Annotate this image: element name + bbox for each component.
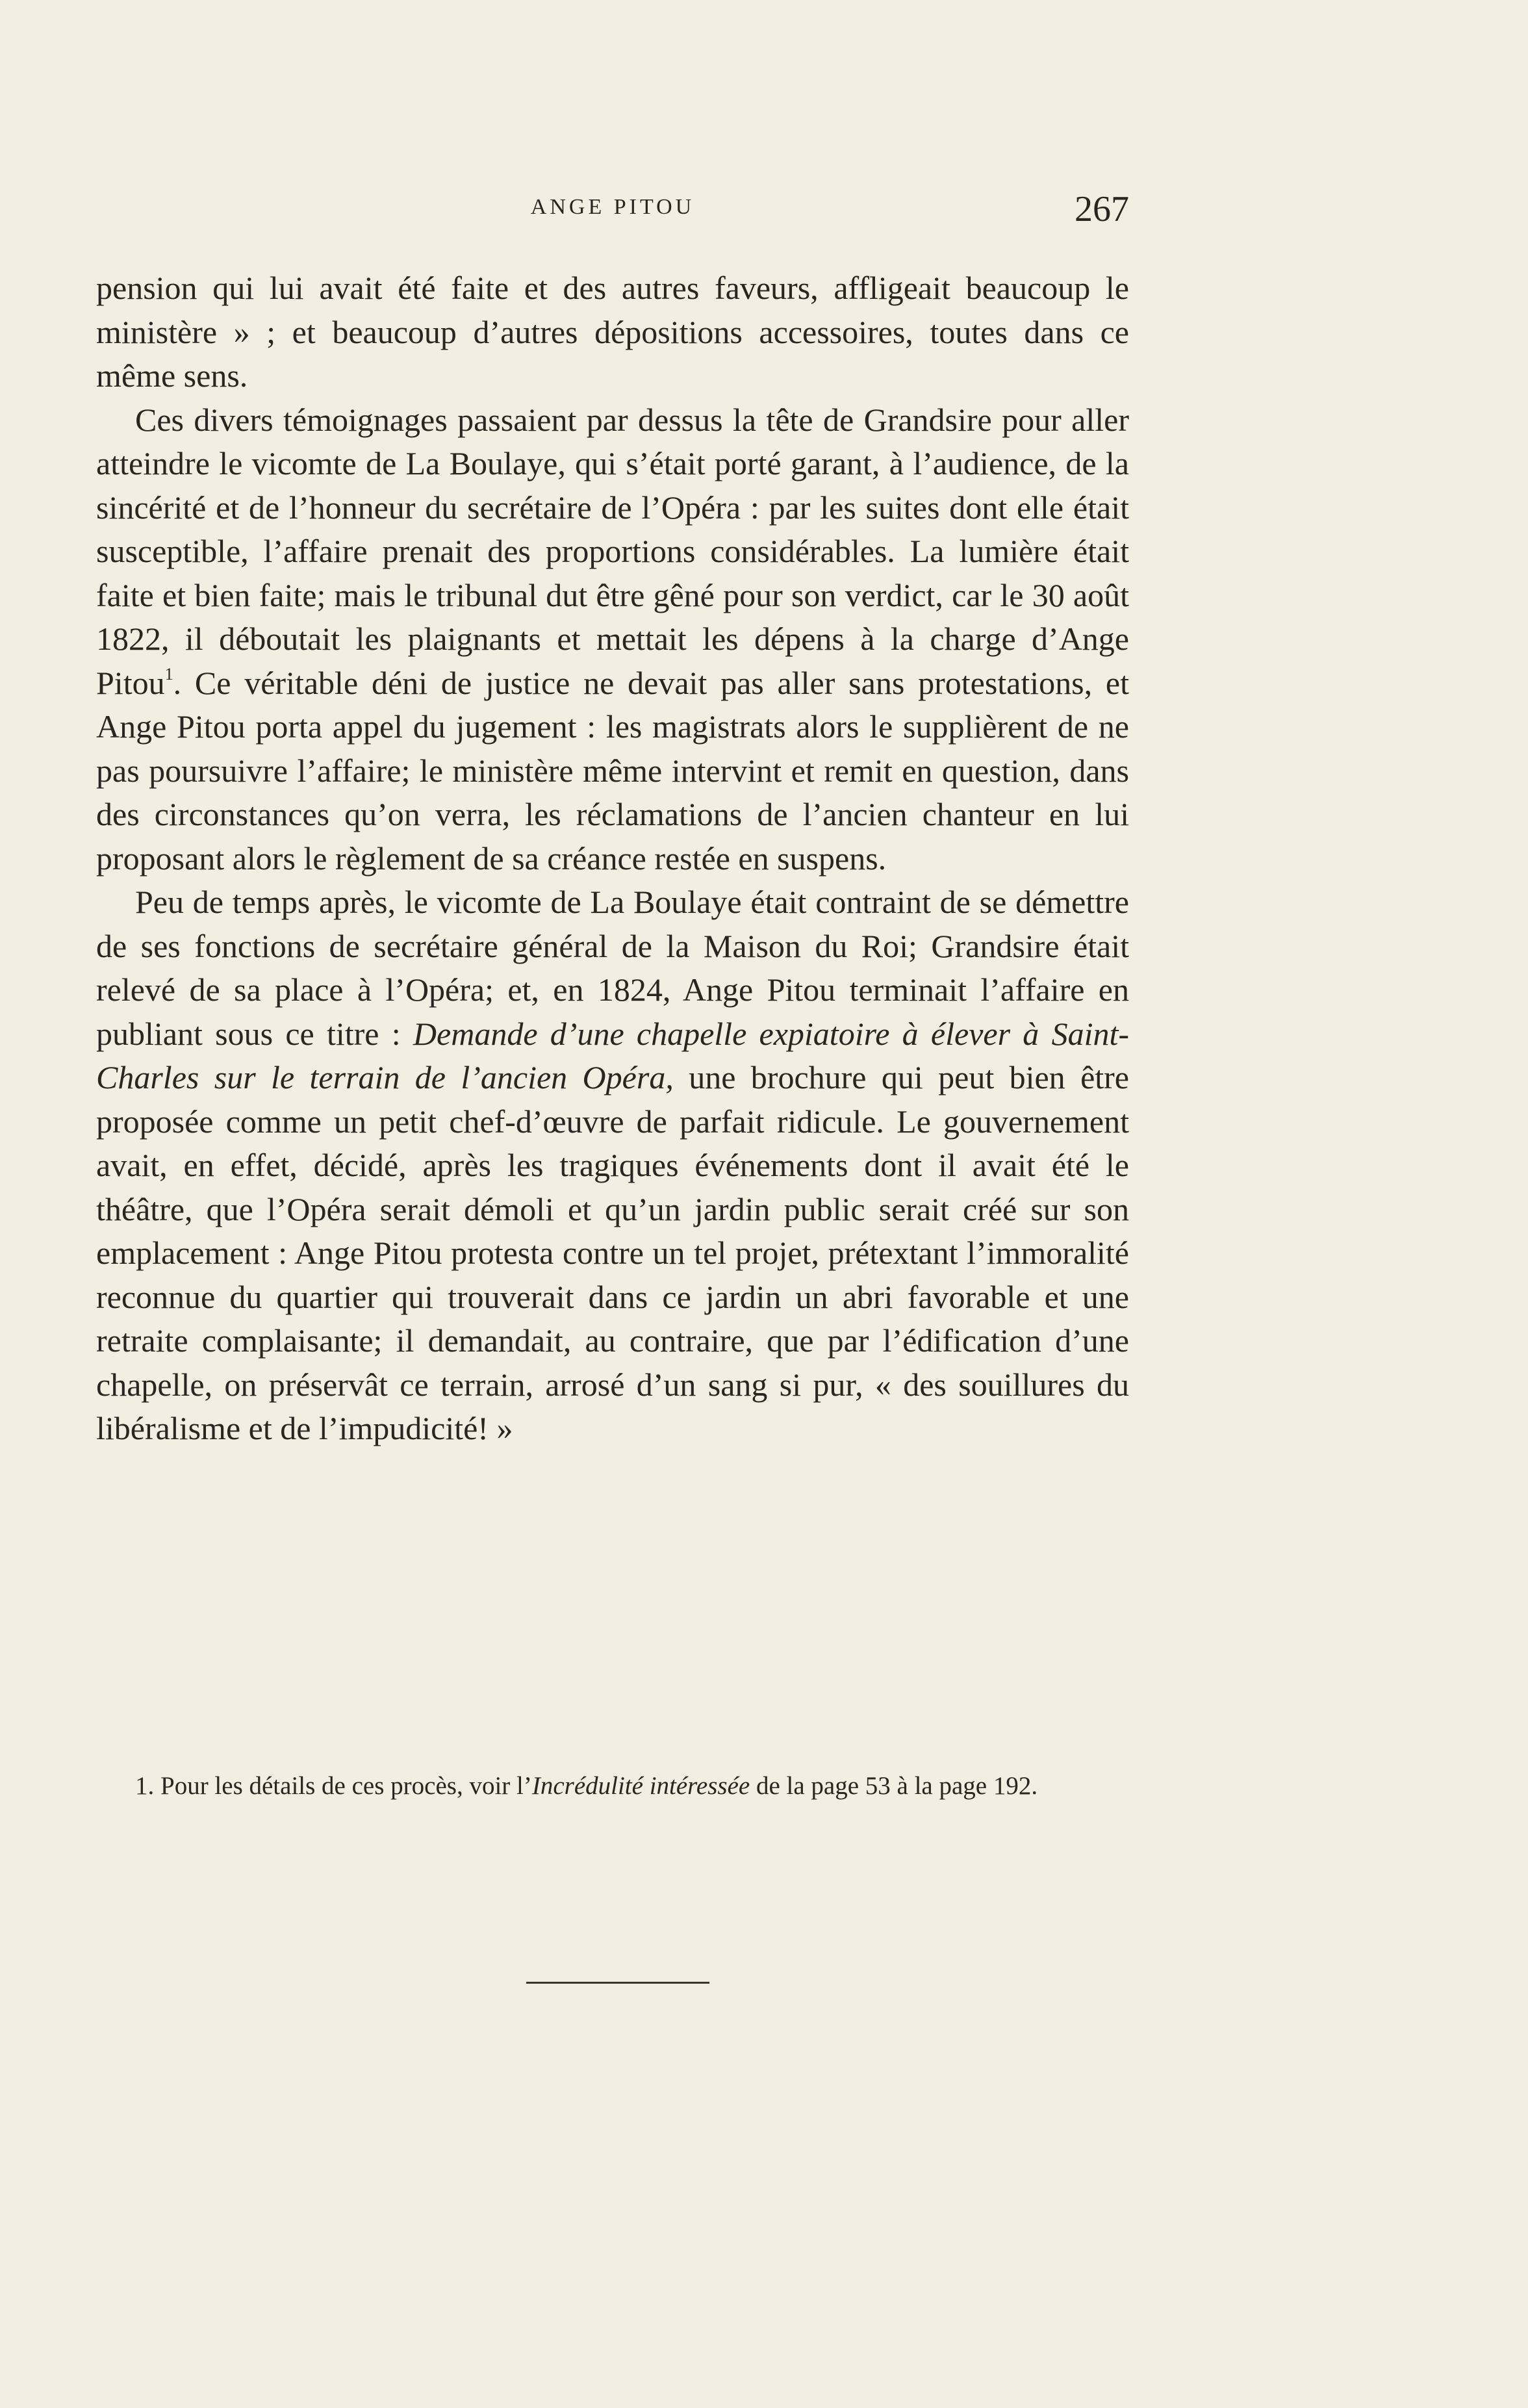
running-title: ANGE PITOU [530,195,695,219]
page-number: 267 [1075,189,1129,229]
brochure-title: Demande d’une chapelle expiatoire à élever à Saint-Charles sur le terrain de l’ancien Opéra, [96,1015,1130,1095]
footnote-text: Pour les détails de ces procès, voir l’ [160,1772,532,1800]
paragraph-3 [96,880,1129,1451]
paragraph-1-text: pension qui lui avait été faite et des autres faveurs, affligeait beaucoup le ministère » ; et beaucoup d’autres dépositions accessoires, toutes dans ce même sens. [96,270,1129,394]
paragraph-2 [96,398,1129,881]
paragraph-2-text: Ces divers témoignages passaient par dessus la tête de Grandsire pour aller atteindre le vicomte de La Boulaye, qui s’était porté garant, à l’audience, de la sincérité et de l’honneur du secrétaire de l’Opéra : par les suites dont elle était susceptible, l’affaire prenait des proportions considérables. La lumière était faite et bien faite; mais le tribunal dut être gêné pour son verdict, car le 30 août 1822, il déboutait les plaignants et mettait les dépens à la charge d’Ange Pitou [96,401,1129,701]
footnote-text-continued: de la page 53 à la page 192. [750,1772,1038,1800]
running-head [96,188,1129,234]
footnote-number: 1. [135,1772,155,1800]
paragraph-3-text: Peu de temps après, le vicomte de La Boulaye était contraint de se démettre de ses fonctions de secrétaire général de la Maison du Roi; Grandsire était relevé de sa place à l’Opéra; et, en 1824, Ange Pitou terminait l’affaire en publiant sous ce titre : [96,884,1129,1052]
paragraph-1 [96,266,1129,398]
paragraph-2-text-continued: . Ce véritable déni de justice ne devait pas aller sans protestations, et Ange Pitou porta appel du jugement : les magistrats alors le supplièrent de ne pas poursuivre l’affaire; le ministère même intervint et remit en question, dans des circonstances qu’on verra, les réclamations de l’ancien chanteur en lui proposant alors le règlement de sa créance restée en suspens. [96,664,1129,877]
footnote-work-title: Incrédulité intéressée [531,1772,750,1800]
footnote-reference: 1 [164,664,173,684]
footnote [96,1767,1129,1805]
paragraph-3-text-continued: une brochure qui peut bien être proposée comme un petit chef-d’œuvre de parfait ridicule. Le gouvernement avait, en effet, décidé, après les tragiques événements dont il avait été le théâtre, que l’Opéra serait démoli et qu’un jardin public serait créé sur son emplacement : Ange Pitou protesta contre un tel projet, prétextant l’immoralité reconnue du quartier qui trouverait dans ce jardin un abri favorable et une retraite complaisante; il demandait, au contraire, que par l’édification d’une chapelle, on préservât ce terrain, arrosé d’un sang si pur, « des souillures du libéralisme et de l’impudicité! » [96,1059,1129,1446]
body-text [96,266,1129,1451]
end-rule [526,1982,709,1984]
